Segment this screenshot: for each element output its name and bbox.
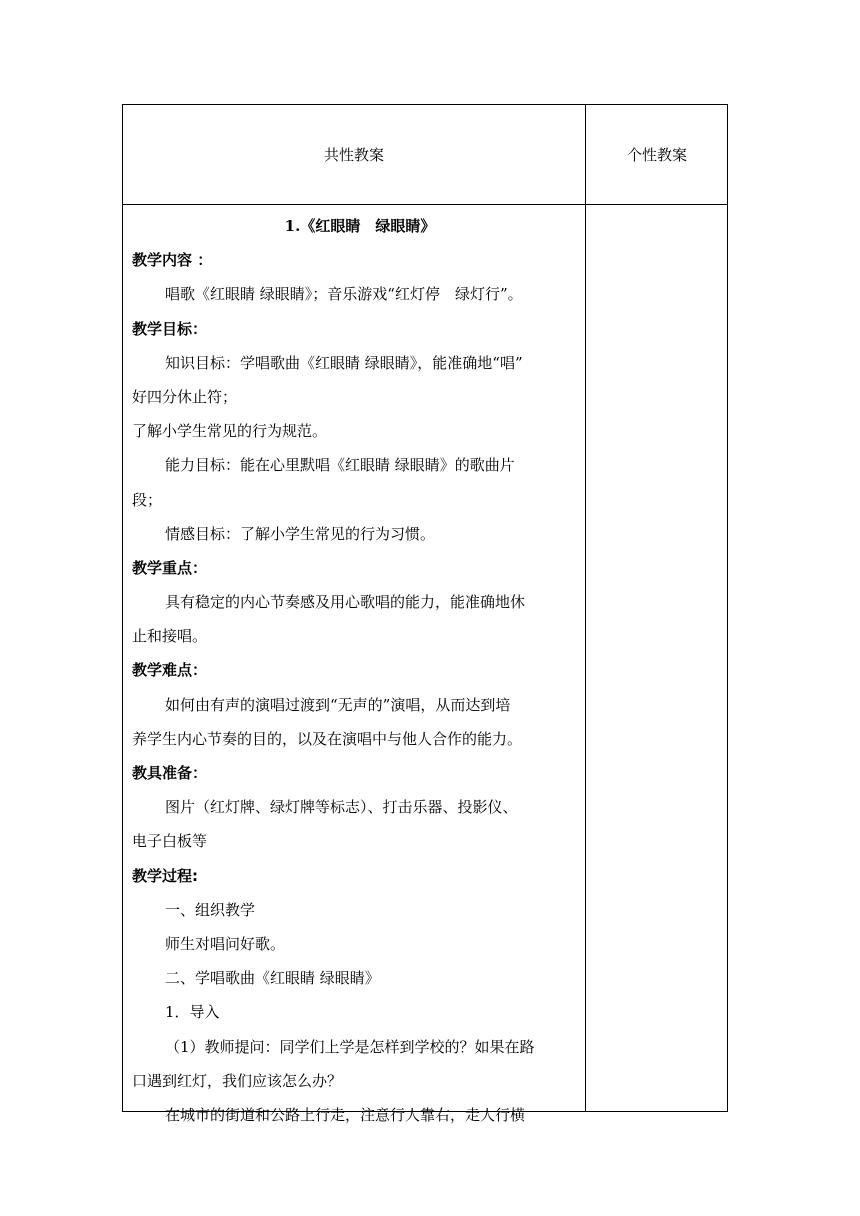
header-common-plan: 共性教案 (323, 146, 384, 164)
paragraph-line: 养学生内心节奏的目的，以及在演唱中与他人合作的能力。 (132, 729, 523, 748)
paragraph-line: 情感目标：了解小学生常见的行为习惯。 (165, 524, 436, 543)
section-heading-process: 教学过程: (132, 866, 198, 885)
paragraph-line: （1）教师提问：同学们上学是怎样到学校的？如果在路 (165, 1037, 535, 1056)
section-heading-content: 教学内容 ： (132, 251, 213, 270)
paragraph-line: 段； (132, 490, 163, 509)
section-heading-materials: 教具准备： (132, 764, 208, 782)
common-plan-content (132, 209, 582, 1132)
section-heading-key-points: 教学重点： (132, 558, 208, 577)
lesson-plan-table (122, 104, 728, 1124)
paragraph-line: 知识目标：学唱歌曲《红眼睛 绿眼睛》，能准确地“唱” (165, 353, 523, 372)
paragraph-line: 好四分休止符； (132, 387, 238, 406)
paragraph-line: 止和接唱。 (132, 627, 208, 646)
paragraph-line: 了解小学生常见的行为规范。 (132, 422, 328, 441)
header-divider (123, 204, 727, 205)
paragraph-line: 图片（红灯牌、绿灯牌等标志）、打击乐器、投影仪、 (165, 798, 518, 817)
column-divider (585, 105, 586, 1111)
paragraph-line: 唱歌《红眼睛 绿眼睛》；音乐游戏“红灯停 绿灯行”。 (165, 285, 523, 304)
section-heading-difficulties: 教学难点： (132, 661, 208, 680)
paragraph-line: 二、学唱歌曲《红眼睛 绿眼睛》 (165, 969, 380, 988)
paragraph-line: 口遇到红灯，我们应该怎么办？ (132, 1071, 343, 1090)
lesson-title: 1.《红眼睛 绿眼睛》 (284, 217, 436, 235)
header-personal-plan: 个性教案 (626, 146, 687, 164)
paragraph-line: 师生对唱问好歌。 (165, 934, 286, 953)
paragraph-line: 具有稳定的内心节奏感及用心歌唱的能力，能准确地休 (165, 593, 526, 612)
paragraph-line: 1．导入 (165, 1003, 220, 1022)
paragraph-line: 能力目标：能在心里默唱《红眼睛 绿眼睛》的歌曲片 (165, 456, 515, 475)
section-heading-goals: 教学目标： (132, 319, 208, 338)
paragraph-line: 电子白板等 (132, 832, 208, 851)
paragraph-line: 如何由有声的演唱过渡到“无声的”演唱，从而达到培 (165, 695, 511, 714)
paragraph-line: 在城市的街道和公路上行走，注意行人靠右，走人行横 (165, 1105, 526, 1124)
paragraph-line: 一、组织教学 (165, 900, 256, 919)
